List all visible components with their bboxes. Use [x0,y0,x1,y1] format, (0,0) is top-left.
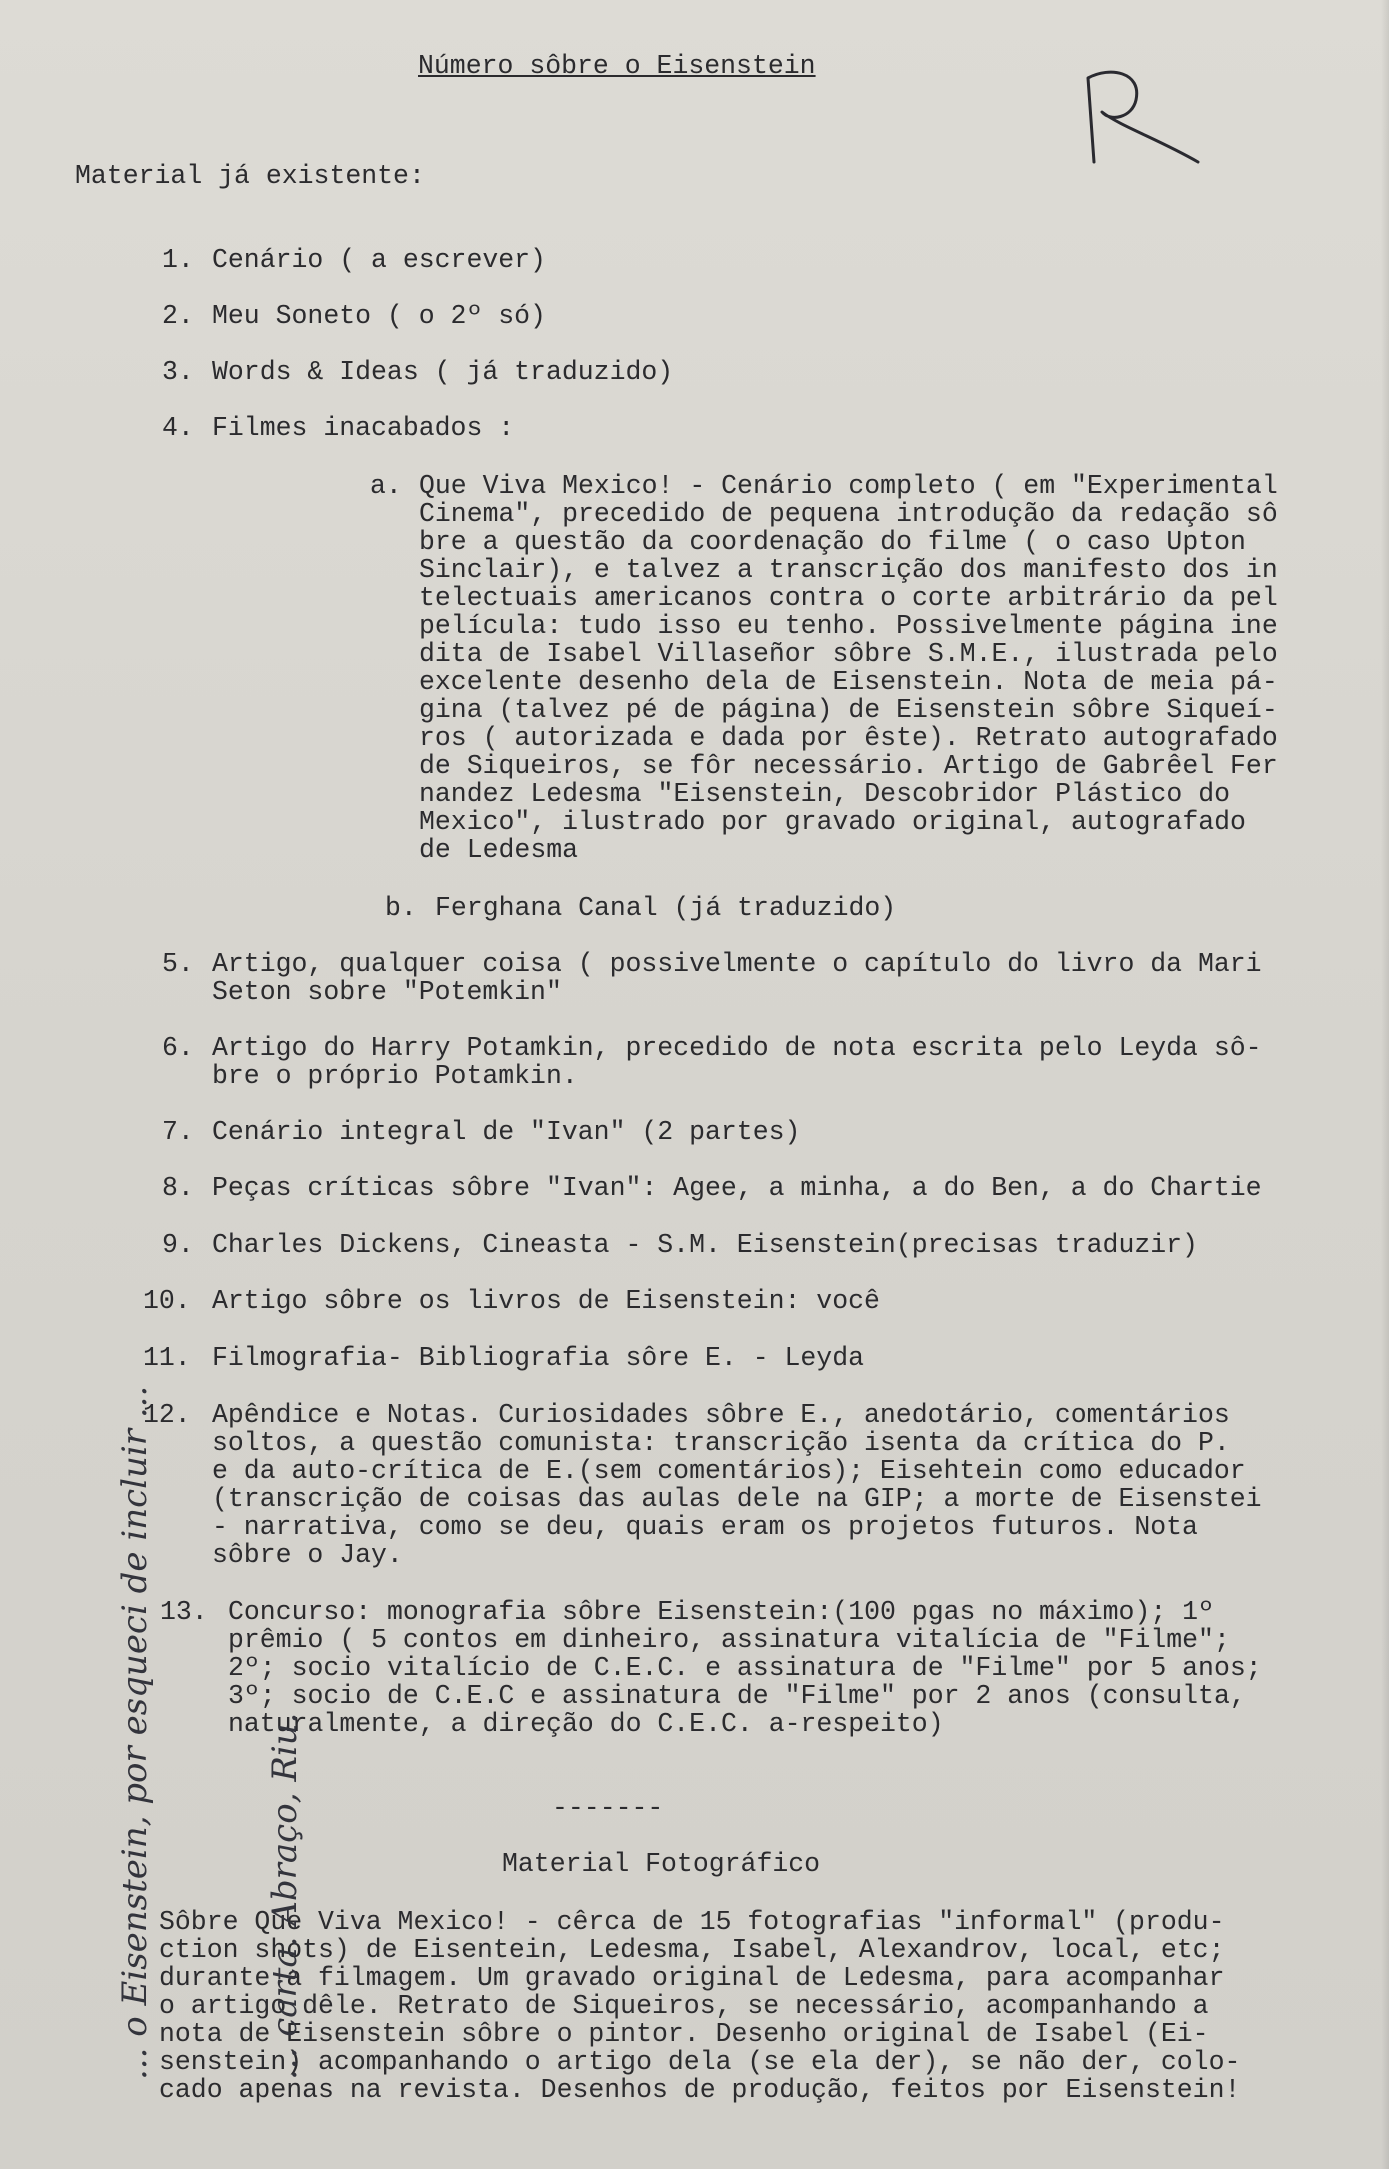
item-text-line: Artigo do Harry Potamkin, precedido de nota escrita pelo Leyda sô- [212,1033,1262,1063]
item-text-line: (transcrição de coisas das aulas dele na GIP; a morte de Eisenstei [212,1484,1262,1514]
item-number: 3. [162,357,194,387]
item-text-line: Cinema", precedido de pequena introdução da redação sô [419,499,1278,529]
page-title: Número sôbre o Eisenstein [418,51,816,81]
section-heading-existing-material: Material já existente: [75,161,425,191]
item-text: Charles Dickens, Cineasta - S.M. Eisenstein(precisas traduzir) [212,1230,1198,1260]
item-text-line: prêmio ( 5 contos em dinheiro, assinatura vitalícia de "Filme"; [228,1625,1230,1655]
item-text-line: bre a questão da coordenação do filme ( o caso Upton [419,527,1246,557]
item-text-line: Concurso: monografia sôbre Eisenstein:(100 pgas no máximo); 1º [228,1597,1214,1627]
item-text: Peças críticas sôbre "Ivan": Agee, a minha, a do Ben, a do Chartie [212,1173,1262,1203]
item-number: 8. [162,1173,194,1203]
paragraph-line: senstein) acompanhando o artigo dela (se ela der), se não der, colo- [159,2047,1241,2077]
paragraph-line: o artigo dêle. Retrato de Siqueiros, se necessário, acompanhando a [159,1991,1209,2021]
item-number: 11. [143,1343,191,1373]
item-text: Cenário integral de "Ivan" (2 partes) [212,1117,801,1147]
item-text-line: e da auto-crítica de E.(sem comentários); Eisehtein como educador [212,1456,1246,1486]
item-text-line: nandez Ledesma "Eisenstein, Descobridor Plástico do [419,779,1231,809]
item-text: Filmes inacabados : [212,413,515,443]
item-text-line: telectuais americanos contra o corte arbitrário da pel [419,583,1278,613]
paragraph-line: ction shots) de Eisentein, Ledesma, Isabel, Alexandrov, local, etc; [159,1935,1225,1965]
item-text-line: de Siqueiros, se fôr necessário. Artigo de Gabrêel Fer [419,751,1278,781]
item-text-line: 3º; socio de C.E.C e assinatura de "Filme" por 2 anos (consulta, [228,1681,1246,1711]
item-text-line: excelente desenho dela de Eisenstein. Nota de meia pá- [419,667,1278,697]
section-heading-photo-material: Material Fotográfico [502,1849,821,1879]
item-text-line: sôbre o Jay. [212,1540,403,1570]
item-text-line: naturalmente, a direção do C.E.C. a-respeito) [228,1709,944,1739]
paper-edge-shadow [1381,0,1389,2169]
item-text-line: Apêndice e Notas. Curiosidades sôbre E., anedotário, comentários [212,1400,1230,1430]
item-number: 7. [162,1117,194,1147]
section-separator: ------- [552,1793,664,1823]
item-text-line: Que Viva Mexico! - Cenário completo ( em "Experimental [419,471,1278,501]
item-text: Artigo sôbre os livros de Eisenstein: você [212,1286,880,1316]
item-text-line: de Ledesma [419,835,579,865]
handwritten-r-mark [1080,62,1220,172]
item-text-line: soltos, a questão comunista: transcrição isenta da crítica do P. [212,1428,1230,1458]
item-number: 5. [162,949,194,979]
sub-item-letter: b. [385,893,417,923]
item-text: Words & Ideas ( já traduzido) [212,357,674,387]
paragraph-line: cado apenas na revista. Desenhos de produção, feitos por Eisenstein! [159,2075,1241,2105]
margin-note-line: ... carta. Abraço, Riu. [265,1712,305,2080]
paragraph-line: durante a filmagem. Um gravado original de Ledesma, para acompanhar [159,1963,1225,1993]
item-text-line: dita de Isabel Villaseñor sôbre S.M.E., ilustrada pelo [419,639,1278,669]
item-text-line: gina (talvez pé de página) de Eisenstein sôbre Siqueí- [419,695,1278,725]
item-text: Meu Soneto ( o 2º só) [212,301,546,331]
item-number: 1. [162,245,194,275]
item-number: 10. [143,1286,191,1316]
item-text-line: Sinclair), e talvez a transcrição dos manifesto dos in [419,555,1278,585]
item-text-line: bre o próprio Potamkin. [212,1061,578,1091]
paragraph-line: nota de Eisenstein sôbre o pintor. Desenho original de Isabel (Ei- [159,2019,1209,2049]
handwritten-margin-note [10,1386,410,2080]
item-number: 2. [162,301,194,331]
sub-item-letter: a. [370,471,402,501]
item-number: 4. [162,413,194,443]
margin-note-line: ... o Eisenstein, por esqueci de incluir ... [115,1385,155,2080]
item-text-line: - narrativa, como se deu, quais eram os projetos futuros. Nota [212,1512,1198,1542]
item-number: 13. [160,1597,208,1627]
item-text: Cenário ( a escrever) [212,245,546,275]
item-number: 6. [162,1033,194,1063]
item-number: 9. [162,1230,194,1260]
item-text-line: Artigo, qualquer coisa ( possivelmente o capítulo do livro da Mari [212,949,1262,979]
item-text-line: Mexico", ilustrado por gravado original, autografado [419,807,1246,837]
paragraph-line: Sôbre Que Viva Mexico! - cêrca de 15 fotografias "informal" (produ- [159,1907,1225,1937]
item-number: 12. [143,1400,191,1430]
item-text: Ferghana Canal (já traduzido) [435,893,897,923]
item-text-line: película: tudo isso eu tenho. Possivelmente página ine [419,611,1278,641]
item-text: Filmografia- Bibliografia sôre E. - Leyda [212,1343,865,1373]
item-text-line: Seton sobre "Potemkin" [212,977,562,1007]
item-text-line: ros ( autorizada e dada por êste). Retrato autografado [419,723,1278,753]
item-text-line: 2º; socio vitalício de C.E.C. e assinatura de "Filme" por 5 anos; [228,1653,1262,1683]
